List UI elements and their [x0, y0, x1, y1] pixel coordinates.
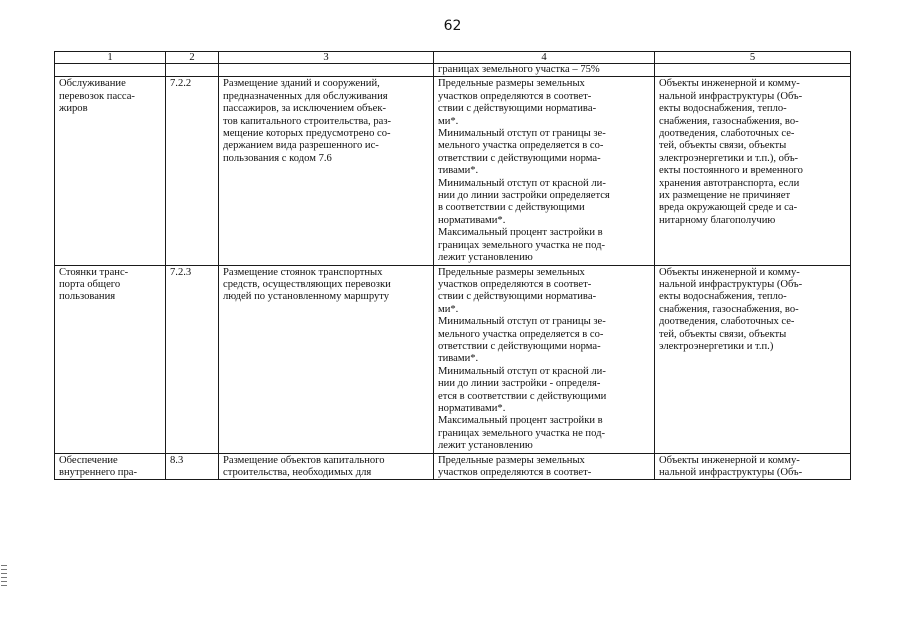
cell-line: 7.2.2	[170, 78, 192, 90]
cell-line: нии до линии застройки - определя-	[438, 378, 601, 390]
cell-line: снабжения, газоснабжения, во-	[659, 115, 799, 127]
cell-line: Максимальный процент застройки в	[438, 415, 603, 427]
cell-line: Предельные размеры земельных	[438, 454, 585, 466]
cell-line: ответствии с действующими норма-	[438, 340, 601, 352]
cell-line: ответствии с действующими норма-	[438, 152, 601, 164]
cell-description	[219, 77, 434, 265]
cell-line: строительства, необходимых для	[223, 467, 372, 478]
cell-line: Обеспечение	[59, 454, 118, 466]
cell-line: границах земельного участка не под-	[438, 239, 605, 251]
cell-line: жиров	[59, 103, 88, 115]
cell-line: нии до линии застройки определяется	[438, 190, 610, 202]
continuation-cell-1	[55, 64, 166, 77]
cell-line: екты постоянного и временного	[659, 165, 803, 177]
cell-line: снабжения, газоснабжения, во-	[659, 303, 799, 315]
cell-auxiliary	[655, 265, 851, 453]
cell-line: Размещение стоянок транспортных	[223, 266, 383, 278]
cell-line: держанием вида разрешенного ис-	[223, 140, 379, 152]
cell-line: внутреннего пра-	[59, 467, 137, 478]
cell-line: доотведения, слаботочных се-	[659, 316, 795, 328]
cell-line: электроэнергетики и т.п.)	[659, 340, 774, 352]
cell-line: Размещение объектов капитального	[223, 454, 385, 466]
cell-description	[219, 265, 434, 453]
cell-line: предназначенных для обслуживания	[223, 90, 388, 102]
cell-line: Объекты инженерной и комму-	[659, 78, 800, 90]
cell-line: доотведения, слаботочных се-	[659, 128, 795, 140]
header-cell-1: 1	[55, 52, 166, 64]
cell-line: участков определяются в соответ-	[438, 467, 592, 478]
cell-name	[55, 77, 166, 265]
cell-line: лежит установлению	[438, 252, 533, 264]
table-row	[55, 265, 851, 453]
cell-line: ми*.	[438, 115, 459, 127]
cell-line: лежит установлению	[438, 440, 533, 452]
cell-line: Минимальный отступ от границы зе-	[438, 128, 606, 140]
cell-code	[166, 453, 219, 480]
table-row	[55, 77, 851, 265]
cell-line: их размещение не причиняет	[659, 190, 791, 202]
table-header-row	[55, 52, 851, 64]
cell-line: пользования с кодом 7.6	[223, 152, 332, 164]
cell-line: ствии с действующими нормативa-	[438, 291, 597, 303]
cell-line: участков определяются в соответ-	[438, 278, 592, 290]
cell-line: Размещение зданий и сооружений,	[223, 78, 380, 90]
cell-line: тей, объекты связи, объекты	[659, 140, 787, 152]
cell-line: пользования	[59, 291, 116, 303]
cell-line: мельного участка определяется в со-	[438, 140, 604, 152]
cell-line: ствии с действующими нормативa-	[438, 103, 597, 115]
cell-line: границах земельного участка не под-	[438, 427, 605, 439]
cell-auxiliary	[655, 453, 851, 480]
cell-line: тей, объекты связи, объекты	[659, 328, 787, 340]
cell-line: порта общего	[59, 278, 121, 290]
cell-line: хранения автотранспорта, если	[659, 177, 800, 189]
cell-parameters	[434, 265, 655, 453]
cell-line: Предельные размеры земельных	[438, 266, 585, 278]
cell-name	[55, 453, 166, 480]
cell-line: средств, осуществляющих перевозки	[223, 278, 391, 290]
cell-line: людей по установленному маршруту	[223, 291, 390, 303]
header-cell-5: 5	[655, 52, 851, 64]
cell-parameters	[434, 77, 655, 265]
header-cell-3: 3	[219, 52, 434, 64]
cell-description	[219, 453, 434, 480]
cell-line: ется в соответствии с действующими	[438, 390, 607, 402]
cell-line: тивами*.	[438, 353, 479, 365]
cell-line: Объекты инженерной и комму-	[659, 266, 800, 278]
continuation-cell-2	[166, 64, 219, 77]
cell-line: екты водоснабжения, тепло-	[659, 291, 787, 303]
cell-line: мещение которых предусмотрено со-	[223, 128, 391, 140]
cell-line: нальной инфраструктуры (Объ-	[659, 90, 803, 102]
cell-line: Максимальный процент застройки в	[438, 227, 603, 239]
cell-line: 7.2.3	[170, 266, 192, 278]
cell-line: нормативами*.	[438, 402, 506, 414]
cell-line: Минимальный отступ от красной ли-	[438, 177, 606, 189]
cell-line: электроэнергетики и т.п.), объ-	[659, 152, 799, 164]
cell-line: ми*.	[438, 303, 459, 315]
header-cell-4: 4	[434, 52, 655, 64]
cell-line: Минимальный отступ от красной ли-	[438, 365, 606, 377]
cell-line: мельного участка определяется в со-	[438, 328, 604, 340]
cell-name	[55, 265, 166, 453]
continuation-cell-4: границах земельного участка – 75%	[434, 64, 655, 77]
continuation-row	[55, 64, 851, 77]
header-cell-2: 2	[166, 52, 219, 64]
cell-line: вреда окружающей среде и са-	[659, 202, 798, 214]
continuation-cell-5	[655, 64, 851, 77]
cell-line: Объекты инженерной и комму-	[659, 454, 800, 466]
cell-line: Минимальный отступ от границы зе-	[438, 316, 606, 328]
cell-line: в соответствии с действующими	[438, 202, 585, 214]
cell-line: екты водоснабжения, тепло-	[659, 103, 787, 115]
cell-parameters	[434, 453, 655, 480]
cell-line: тивами*.	[438, 165, 479, 177]
cell-line: Предельные размеры земельных	[438, 78, 585, 90]
cell-line: тов капитального строительства, раз-	[223, 115, 392, 127]
page-number: 62	[443, 18, 462, 34]
cell-line: нормативами*.	[438, 214, 506, 226]
continuation-cell-3	[219, 64, 434, 77]
cell-code	[166, 265, 219, 453]
scan-margin-marks	[1, 565, 7, 587]
land-use-table	[54, 51, 851, 480]
cell-line: пассажиров, за исключением объек-	[223, 103, 387, 115]
cell-line: 8.3	[170, 454, 184, 466]
cell-line: перевозок пасса-	[59, 90, 135, 102]
table-row	[55, 453, 851, 480]
cell-code	[166, 77, 219, 265]
cell-line: участков определяются в соответ-	[438, 90, 592, 102]
cell-line: нальной инфраструктуры (Объ-	[659, 467, 803, 478]
cell-line: Обслуживание	[59, 78, 126, 90]
cell-auxiliary	[655, 77, 851, 265]
cell-line: нитарному благополучию	[659, 214, 776, 226]
cell-line: нальной инфраструктуры (Объ-	[659, 278, 803, 290]
cell-line: Стоянки транс-	[59, 266, 129, 278]
